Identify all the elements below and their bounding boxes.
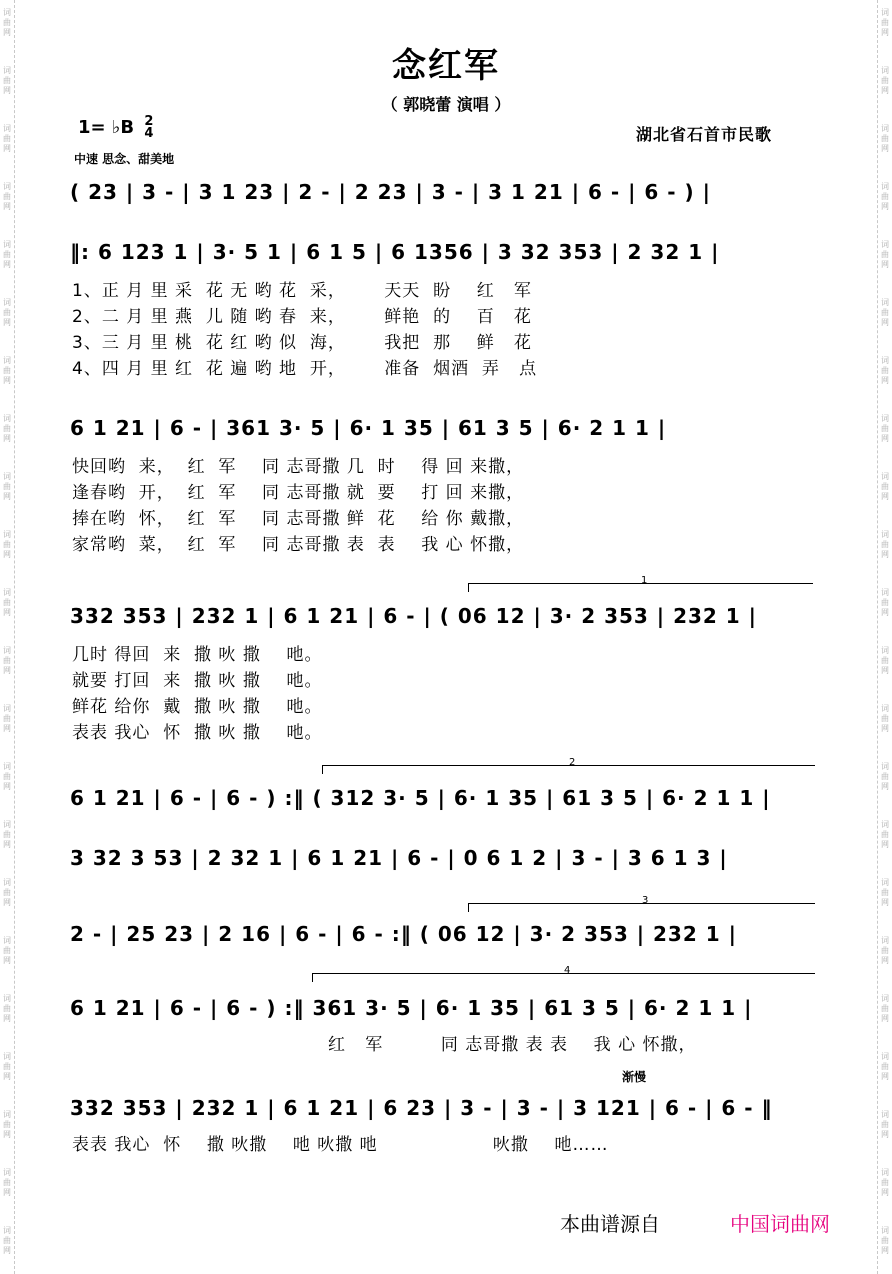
- volta-1: 1: [468, 583, 813, 592]
- lyric-verse-3c: 鲜花 给你 戴 撒 吙 撒 吔。: [72, 697, 323, 717]
- watermark-text: 词 曲 网: [3, 646, 11, 675]
- watermark-text: 词 曲 网: [3, 936, 11, 965]
- key-signature: [78, 116, 153, 140]
- watermark-text: 词 曲 网: [881, 356, 889, 385]
- watermark-text: 词 曲 网: [3, 182, 11, 211]
- watermark-text: 词 曲 网: [3, 8, 11, 37]
- lyric-verse-1a: 1、正 月 里 采 花 无 哟 花 采， 天天 盼 红 军: [72, 281, 532, 301]
- lyric-verse-3a: 3、三 月 里 桃 花 红 哟 似 海， 我把 那 鲜 花: [72, 333, 532, 353]
- watermark-text: 词 曲 网: [3, 1052, 11, 1081]
- lyric-verse-4b: 家常哟 菜， 红 军 同 志哥撒 表 表 我 心 怀撒，: [72, 535, 525, 555]
- lyric-verse-1c: 几时 得回 来 撒 吙 撒 吔。: [72, 645, 323, 665]
- right-watermark-strip: [877, 0, 892, 1274]
- lyric-verse-2b: 逢春哟 开， 红 军 同 志哥撒 就 要 打 回 来撒，: [72, 483, 525, 503]
- footer-source-text: 本曲谱源自: [560, 1212, 660, 1236]
- watermark-text: 词 曲 网: [881, 646, 889, 675]
- watermark-text: 词 曲 网: [3, 66, 11, 95]
- watermark-text: 词 曲 网: [881, 124, 889, 153]
- score-row-7: 2 - | 25 23 | 2 16 | 6 - | 6 - :‖ ( 06 12 | 3· 2 353 | 232 1 |: [70, 922, 737, 946]
- watermark-text: 词 曲 网: [3, 704, 11, 733]
- watermark-text: 词 曲 网: [3, 1110, 11, 1139]
- lyric-verse-3b: 捧在哟 怀， 红 军 同 志哥撒 鲜 花 给 你 戴撒，: [72, 509, 525, 529]
- watermark-text: 词 曲 网: [881, 936, 889, 965]
- score-row-2: ‖: 6 123 1 | 3· 5 1 | 6 1 5 | 6 1356 | 3 32 353 | 2 32 1 |: [70, 240, 720, 264]
- watermark-text: 词 曲 网: [3, 530, 11, 559]
- footer-site-link[interactable]: 中国词曲网: [730, 1212, 830, 1236]
- lyric-ending-1: 红 军 同 志哥撒 表 表 我 心 怀撒，: [328, 1035, 697, 1055]
- watermark-text: 词 曲 网: [881, 414, 889, 443]
- watermark-text: 词 曲 网: [3, 1226, 11, 1255]
- watermark-text: 词 曲 网: [881, 820, 889, 849]
- score-row-6: 3 32 3 53 | 2 32 1 | 6 1 21 | 6 - | 0 6 1 2 | 3 - | 3 6 1 3 |: [70, 846, 728, 870]
- watermark-text: 词 曲 网: [881, 1168, 889, 1197]
- score-row-4: 332 353 | 232 1 | 6 1 21 | 6 - | ( 06 12 | 3· 2 353 | 232 1 |: [70, 604, 757, 628]
- time-top: 2: [144, 114, 154, 129]
- lyric-verse-2c: 就要 打回 来 撒 吙 撒 吔。: [72, 671, 323, 691]
- left-watermark-strip: [0, 0, 15, 1274]
- watermark-text: 词 曲 网: [881, 182, 889, 211]
- watermark-text: 词 曲 网: [3, 124, 11, 153]
- time-bottom: 4: [144, 126, 154, 141]
- page-title: 念红军: [392, 46, 500, 86]
- watermark-text: 词 曲 网: [881, 530, 889, 559]
- watermark-text: 词 曲 网: [881, 472, 889, 501]
- score-row-5: 6 1 21 | 6 - | 6 - ) :‖ ( 312 3· 5 | 6· 1 35 | 61 3 5 | 6· 2 1 1 |: [70, 786, 771, 810]
- watermark-text: 词 曲 网: [3, 994, 11, 1023]
- tempo-marking: 中速 思念、甜美地: [74, 152, 175, 166]
- watermark-text: 词 曲 网: [881, 1110, 889, 1139]
- watermark-text: 词 曲 网: [881, 298, 889, 327]
- watermark-text: 词 曲 网: [3, 820, 11, 849]
- watermark-text: 词 曲 网: [3, 762, 11, 791]
- watermark-text: 词 曲 网: [881, 588, 889, 617]
- watermark-text: 词 曲 网: [3, 298, 11, 327]
- watermark-text: 词 曲 网: [3, 878, 11, 907]
- score-row-1: ( 23 | 3 - | 3 1 23 | 2 - | 2 23 | 3 - | 3 1 21 | 6 - | 6 - ) |: [70, 180, 711, 204]
- watermark-text: 词 曲 网: [3, 356, 11, 385]
- watermark-text: 词 曲 网: [881, 8, 889, 37]
- key-prefix: 1= ♭B: [78, 117, 135, 138]
- watermark-text: 词 曲 网: [881, 240, 889, 269]
- watermark-text: 词 曲 网: [3, 472, 11, 501]
- score-row-3: 6 1 21 | 6 - | 361 3· 5 | 6· 1 35 | 61 3 5 | 6· 2 1 1 |: [70, 416, 667, 440]
- lyric-verse-4a: 4、四 月 里 红 花 遍 哟 地 开， 准备 烟酒 弄 点: [72, 359, 538, 379]
- score-row-9: 332 353 | 232 1 | 6 1 21 | 6 23 | 3 - | 3 - | 3 121 | 6 - | 6 - ‖: [70, 1096, 773, 1120]
- watermark-text: 词 曲 网: [881, 1226, 889, 1255]
- watermark-text: 词 曲 网: [3, 240, 11, 269]
- lyric-verse-4c: 表表 我心 怀 撒 吙 撒 吔。: [72, 723, 323, 743]
- watermark-text: 词 曲 网: [881, 704, 889, 733]
- watermark-text: 词 曲 网: [3, 1168, 11, 1197]
- watermark-text: 词 曲 网: [881, 762, 889, 791]
- ritardando-marking: 渐慢: [622, 1070, 647, 1084]
- volta-3: 3: [468, 903, 815, 912]
- volta-4: 4: [312, 973, 815, 982]
- score-row-8: 6 1 21 | 6 - | 6 - ) :‖ 361 3· 5 | 6· 1 35 | 61 3 5 | 6· 2 1 1 |: [70, 996, 753, 1020]
- watermark-text: 词 曲 网: [3, 588, 11, 617]
- lyric-ending-2: 表表 我心 怀 撒 吙撒 吔 吙撒 吔 吙撒 吔……: [72, 1135, 609, 1155]
- volta-2: 2: [322, 765, 815, 774]
- watermark-text: 词 曲 网: [881, 66, 889, 95]
- watermark-text: 词 曲 网: [881, 878, 889, 907]
- lyric-verse-1b: 快回哟 来， 红 军 同 志哥撒 几 时 得 回 来撒，: [72, 457, 525, 477]
- watermark-text: 词 曲 网: [881, 1052, 889, 1081]
- lyric-verse-2a: 2、二 月 里 燕 儿 随 哟 春 来， 鲜艳 的 百 花: [72, 307, 532, 327]
- song-origin: 湖北省石首市民歌: [636, 125, 773, 144]
- time-signature: [144, 116, 153, 140]
- watermark-text: 词 曲 网: [881, 994, 889, 1023]
- performer-line: （ 郭晓蕾 演唱 ）: [381, 95, 511, 114]
- watermark-text: 词 曲 网: [3, 414, 11, 443]
